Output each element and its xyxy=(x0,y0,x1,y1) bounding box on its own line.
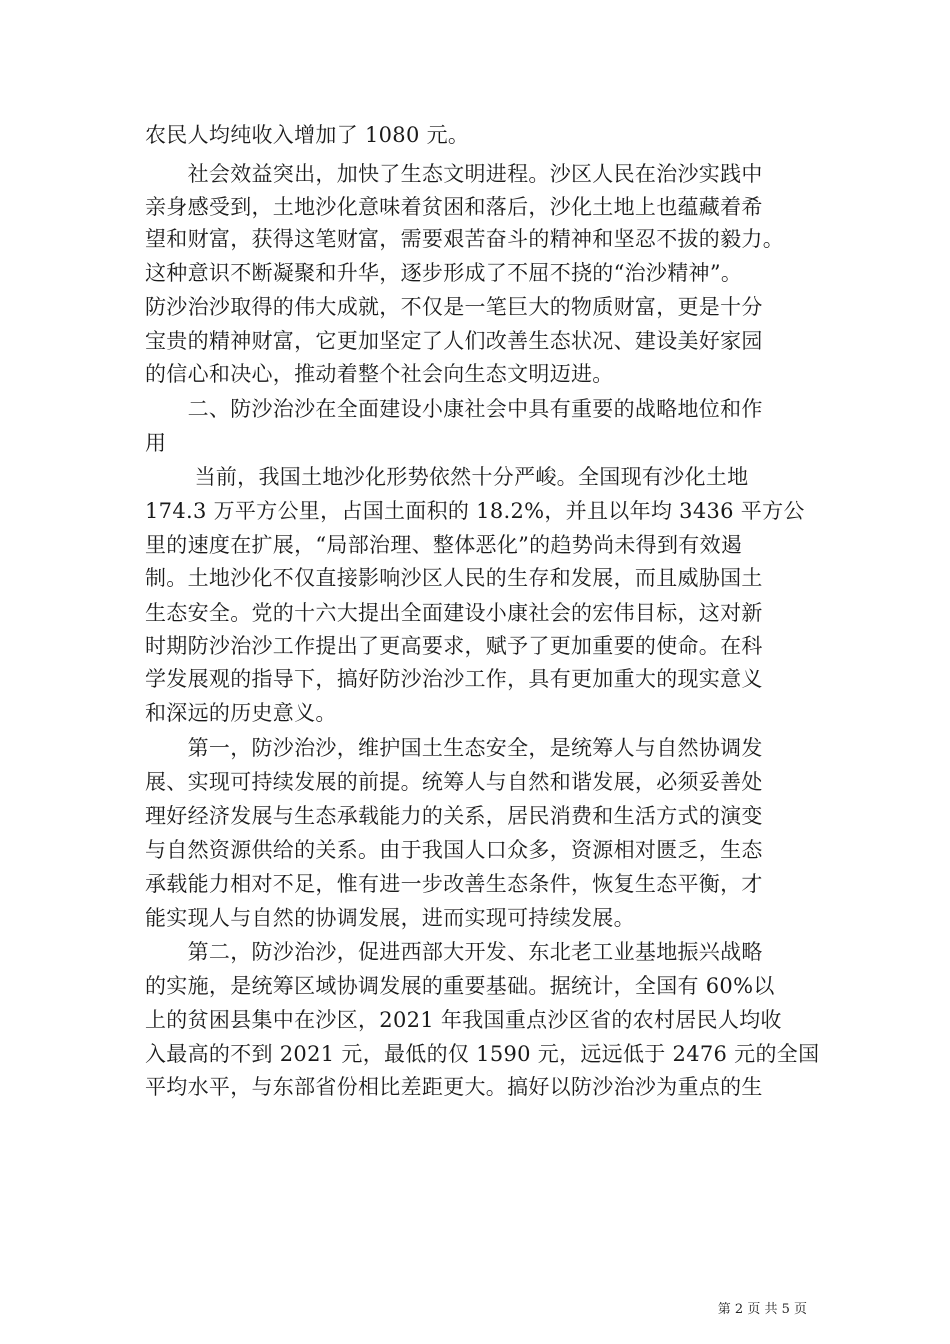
page-number: 第 2 页 共 5 页 xyxy=(717,1302,807,1317)
text-line: 农民人均纯收入增加了 1080 元。 xyxy=(145,123,470,147)
text-line: 能实现人与自然的协调发展，进而实现可持续发展。 xyxy=(145,906,635,930)
text-line: 生态安全。党的十六大提出全面建设小康社会的宏伟目标，这对新 xyxy=(145,601,763,625)
text-line: 上的贫困县集中在沙区，2021 年我国重点沙区省的农村居民人均收 xyxy=(145,1008,782,1032)
text-line: 亲身感受到，土地沙化意味着贫困和落后，沙化土地上也蕴藏着希 xyxy=(145,195,763,219)
text-line: 第二，防沙治沙，促进西部大开发、东北老工业基地振兴战略 xyxy=(145,940,763,964)
text-line: 平均水平，与东部省份相比差距更大。搞好以防沙治沙为重点的生 xyxy=(145,1075,763,1099)
text-line: 与自然资源供给的关系。由于我国人口众多，资源相对匮乏，生态 xyxy=(145,838,763,862)
text-line: 和深远的历史意义。 xyxy=(145,701,337,725)
text-line: 里的速度在扩展，“局部治理、整体恶化”的趋势尚未得到有效遏 xyxy=(145,533,743,557)
text-line: 的实施，是统筹区域协调发展的重要基础。据统计，全国有 60%以 xyxy=(145,974,775,998)
text-line: 制。土地沙化不仅直接影响沙区人民的生存和发展，而且威胁国土 xyxy=(145,566,763,590)
text-line: 学发展观的指导下，搞好防沙治沙工作，具有更加重大的现实意义 xyxy=(145,667,763,691)
text-line: 第一，防沙治沙，维护国土生态安全，是统筹人与自然协调发 xyxy=(145,736,763,760)
text-line: 这种意识不断凝聚和升华，逐步形成了不屈不挠的“治沙精神”。 xyxy=(145,261,743,285)
text-line: 宝贵的精神财富，它更加坚定了人们改善生态状况、建设美好家园 xyxy=(145,329,763,353)
text-line: 承载能力相对不足，惟有进一步改善生态条件，恢复生态平衡，才 xyxy=(145,872,763,896)
text-line: 时期防沙治沙工作提出了更高要求，赋予了更加重要的使命。在科 xyxy=(145,634,763,658)
text-line: 望和财富，获得这笔财富，需要艰苦奋斗的精神和坚忍不拔的毅力。 xyxy=(145,227,784,251)
text-line: 的信心和决心，推动着整个社会向生态文明迈进。 xyxy=(145,362,614,386)
text-line: 入最高的不到 2021 元，最低的仅 1590 元，远远低于 2476 元的全国 xyxy=(145,1042,820,1066)
text-line: 二、防沙治沙在全面建设小康社会中具有重要的战略地位和作 xyxy=(145,397,763,421)
text-line: 理好经济发展与生态承载能力的关系，居民消费和生活方式的演变 xyxy=(145,804,763,828)
text-line: 当前，我国土地沙化形势依然十分严峻。全国现有沙化土地 xyxy=(145,465,749,489)
text-line: 174.3 万平方公里，占国土面积的 18.2%，并且以年均 3436 平方公 xyxy=(145,499,805,523)
text-line: 展、实现可持续发展的前提。统筹人与自然和谐发展，必须妥善处 xyxy=(145,770,763,794)
text-line: 防沙治沙取得的伟大成就，不仅是一笔巨大的物质财富，更是十分 xyxy=(145,295,763,319)
text-line: 用 xyxy=(145,431,167,455)
text-line: 社会效益突出，加快了生态文明进程。沙区人民在治沙实践中 xyxy=(145,162,763,186)
